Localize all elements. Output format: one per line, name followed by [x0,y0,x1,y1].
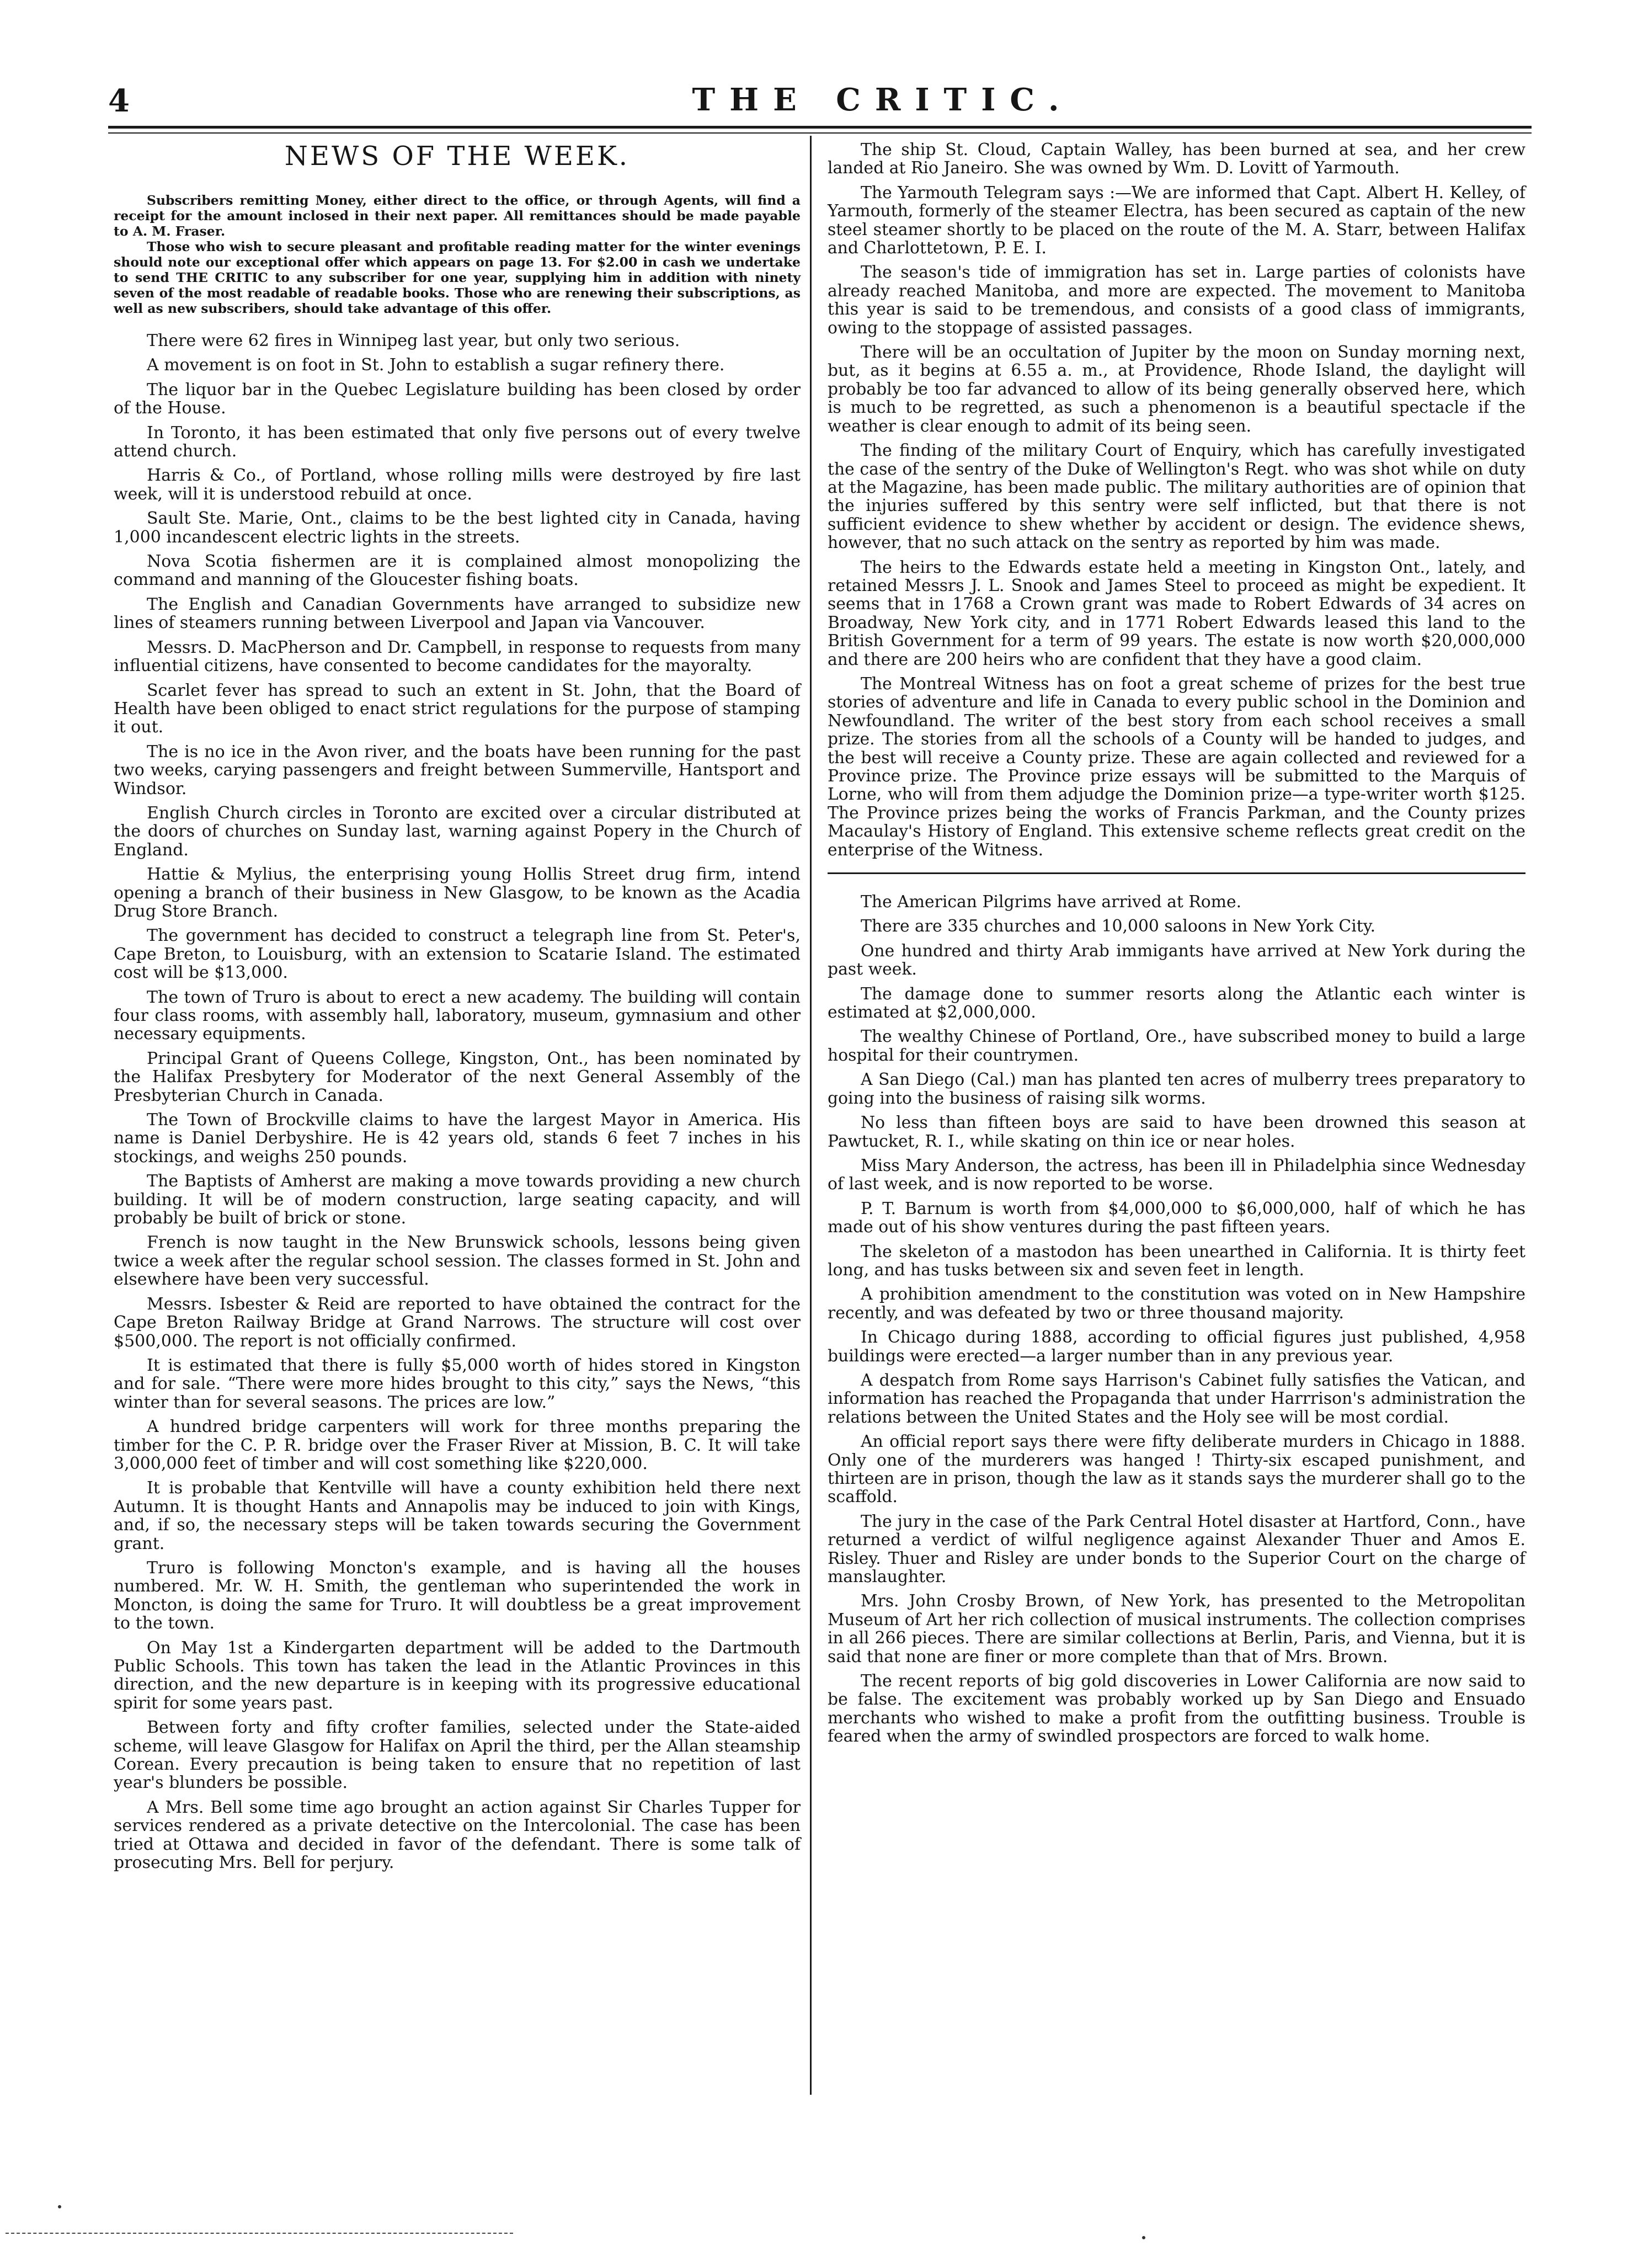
news-item: French is now taught in the New Brunswick schools, lessons being given twice a week after the regular school session. The classes formed in St. John and elsewhere have been very successful. [114,1233,801,1290]
header-rule-thin [108,132,1532,134]
subscriber-notice [114,193,801,316]
news-item: The jury in the case of the Park Central Hotel disaster at Hartford, Conn., have returned a verdict of wilful negligence against Alexander Thuer and Amos E. Risley. Thuer and Risley are under bonds to the Superior Court on the charge of manslaughter. [828,1511,1525,1587]
masthead: THE CRITIC. [692,82,1074,118]
news-item: It is estimated that there is fully $5,000 worth of hides stored in Kingston and for sale. “There were more hides brought to this city,” says the News, “this winter than for several seasons. The prices are low.” [114,1355,801,1412]
news-item: The American Pilgrims have arrived at Rome. [861,892,1242,912]
speck-mark [1142,2236,1145,2239]
bottom-dash-rule [6,2233,513,2234]
section-divider [828,872,1525,874]
news-item: Between forty and fifty crofter families, selected under the State-aided scheme, will leave Glasgow for Halifax on April the third, per the Allan steamship Corean. Every precaution is being taken to ensure that no repetition of last year's blunders be possible. [114,1718,801,1793]
news-item: There were 62 fires in Winnipeg last year, but only two serious. [147,331,680,350]
news-item: Mrs. John Crosby Brown, of New York, has presented to the Metropolitan Museum of Art her rich collection of musical instruments. The collection comprises in all 266 pieces. There are similar collections at Berlin, Paris, and Vienna, but it is said that none are finer or more complete than that of Mrs. Brown. [828,1591,1525,1667]
news-item: The season's tide of immigration has set in. Large parties of colonists have already reached Manitoba, and more are expected. The movement to Manitoba this year is said to be tremendous, and consists of a good class of immigrants, owing to the stoppage of assisted passages. [828,263,1525,338]
news-item: Principal Grant of Queens College, Kingston, Ont., has been nominated by the Halifax Presbytery for Moderator of the next General Assembly of the Presbyterian Church in Canada. [114,1048,801,1105]
news-item: A despatch from Rome says Harrison's Cabinet fully satisfies the Vatican, and information has reached the Propaganda that under Harrrison's administration the relations between the United States and the Holy see will be most cordial. [828,1370,1525,1427]
news-item: P. T. Barnum is worth from $4,000,000 to $6,000,000, half of which he has made out of his show ventures during the past fifteen years. [828,1199,1525,1237]
news-item: An official report says there were fifty deliberate murders in Chicago in 1888. Only one of the murderers was hanged ! Thirty-six escaped punishment, and thirteen are in prison, though the law as it stands says the murderer shall go to the scaffold. [828,1432,1525,1507]
news-item: The Yarmouth Telegram says :—We are informed that Capt. Albert H. Kelley, of Yarmouth, formerly of the steamer Electra, has been secured as captain of the new steel steamer shortly to be placed on the route of the M. A. Starr, between Halifax and Charlottetown, P. E. I. [828,183,1525,258]
news-item: In Chicago during 1888, according to official figures just published, 4,958 buildings were erected—a larger number than in any previous year. [828,1328,1525,1366]
page-number: 4 [108,83,130,119]
news-item: The Baptists of Amherst are making a move towards providing a new church building. It will be of modern construction, large seating capacity, and will probably be built of brick or stone. [114,1172,801,1228]
news-item: The liquor bar in the Quebec Legislature building has been closed by order of the House. [114,380,801,418]
news-item: The government has decided to construct a telegraph line from St. Peter's, Cape Breton, to Louisburg, with an extension to Scatarie Island. The estimated cost will be $13,000. [114,926,801,983]
right-column [828,141,1525,1752]
news-item: The wealthy Chinese of Portland, Ore., have subscribed money to build a large hospital for their countrymen. [828,1027,1525,1065]
news-item: The heirs to the Edwards estate held a meeting in Kingston Ont., lately, and retained Messrs J. L. Snook and James Steel to proceed as might be expedient. It seems that in 1768 a Crown grant was made to Robert Edwards of 34 acres on Broadway, New York city, and in 1771 Robert Edwards leased this land to the British Government for a term of 99 years. The estate is now worth $20,000,000 and there are 200 heirs who are confident that they have a good claim. [828,557,1525,669]
left-news-list [114,332,801,1872]
news-item: There are 335 churches and 10,000 saloons in New York City. [861,917,1376,936]
news-item: A San Diego (Cal.) man has planted ten acres of mulberry trees preparatory to going into the business of raising silk worms. [828,1070,1525,1108]
news-item: The Town of Brockville claims to have the largest Mayor in America. His name is Daniel Derbyshire. He is 42 years old, stands 6 feet 7 inches in his stockings, and weighs 250 pounds. [114,1110,801,1167]
news-item: Sault Ste. Marie, Ont., claims to be the best lighted city in Canada, having 1,000 incandescent electric lights in the streets. [114,509,801,547]
news-item: The English and Canadian Governments have arranged to subsidize new lines of steamers running between Liverpool and Japan via Vancouver. [114,594,801,633]
news-item: The ship St. Cloud, Captain Walley, has been burned at sea, and her crew landed at Rio Janeiro. She was owned by Wm. D. Lovitt of Yarmouth. [828,140,1525,178]
news-item: The finding of the military Court of Enquiry, which has carefully investigated the case of the sentry of the Duke of Wellington's Regt. who was shot while on duty at the Magazine, has been made public. The military authorities are of opinion that the injuries suffered by this sentry were self inflicted, but that there is not sufficient evidence to shew whether by accident or design. The evidence shews, however, that no such attack on the sentry as reported by him was made. [828,441,1525,553]
news-item: A prohibition amendment to the constitution was voted on in New Hampshire recently, and was defeated by two or three thousand majority. [828,1285,1525,1323]
page-bottom-marks [0,2174,1627,2268]
news-item: Hattie & Mylius, the enterprising young Hollis Street drug firm, intend opening a branch of their business in New Glasgow, to be known as the Acadia Drug Store Branch. [114,865,801,921]
news-item: The damage done to summer resorts along the Atlantic each winter is estimated at $2,000,000. [828,984,1525,1023]
news-item: Truro is following Moncton's example, and is having all the houses numbered. Mr. W. H. Smith, the gentleman who superintended the work in Moncton, is doing the same for Truro. It will doubtless be a great improvement to the town. [114,1558,801,1633]
news-item: The skeleton of a mastodon has been unearthed in California. It is thirty feet long, and has tusks between six and seven feet in length. [828,1242,1525,1280]
column-divider [810,136,812,2095]
news-item: The is no ice in the Avon river, and the boats have been running for the past two weeks, carying passengers and freight between Summerville, Hantsport and Windsor. [114,742,801,798]
news-item: In Toronto, it has been estimated that only five persons out of every twelve attend church. [114,423,801,461]
header-rule [108,126,1532,129]
section-title: NEWS OF THE WEEK. [284,141,630,172]
news-item: On May 1st a Kindergarten department will be added to the Dartmouth Public Schools. This town has taken the lead in the Atlantic Provinces in this direction, and the new departure is in keeping with its progressive educational spirit for some years past. [114,1638,801,1713]
news-item: One hundred and thirty Arab immigants have arrived at New York during the past week. [828,941,1525,979]
notice-paragraph: Subscribers remitting Money, either direct to the office, or through Agents, will find a receipt for the amount inclosed in their next paper. All remittances should be made payable to A. M. Fraser. [114,193,801,239]
news-item: Miss Mary Anderson, the actress, has been ill in Philadelphia since Wednesday of last week, and is now reported to be worse. [828,1156,1525,1194]
news-item: It is probable that Kentville will have a county exhibition held there next Autumn. It is thought Hants and Annapolis may be induced to join with Kings, and, if so, the necessary steps will be taken towards securing the Government grant. [114,1478,801,1553]
news-item: A hundred bridge carpenters will work for three months preparing the timber for the C. P. R. bridge over the Fraser River at Mission, B. C. It will take 3,000,000 feet of timber and will cost something like $220,000. [114,1417,801,1473]
news-item: There will be an occultation of Jupiter by the moon on Sunday morning next, but, as it begins at 6.55 a. m., at Providence, Rhode Island, the daylight will probably be too far advanced to allow of its being generally observed here, which is much to be regretted, as such a phenomenon is a beautiful spectacle if the weather is clear enough to admit of its being seen. [828,343,1525,436]
news-item: The town of Truro is about to erect a new academy. The building will contain four class rooms, with assembly hall, laboratory, museum, gymnasium and other necessary equipments. [114,987,801,1044]
right-news-list-top [828,141,1525,859]
news-item: Messrs. Isbester & Reid are reported to have obtained the contract for the Cape Breton Railway Bridge at Grand Narrows. The structure will cost over $500,000. The report is not officially confirmed. [114,1294,801,1351]
news-item: Nova Scotia fishermen are it is complained almost monopolizing the command and manning of the Gloucester fishing boats. [114,552,801,590]
news-item: The recent reports of big gold discoveries in Lower California are now said to be false. The excitement was probably worked up by San Diego and Ensuado merchants who wished to make a profit from the outfitting business. Trouble is feared when the army of swindled prospectors are forced to walk home. [828,1671,1525,1747]
news-item: A Mrs. Bell some time ago brought an action against Sir Charles Tupper for services rendered as a private detective on the Intercolonial. The case has been tried at Ottawa and decided in favor of the defendant. There is some talk of prosecuting Mrs. Bell for perjury. [114,1797,801,1873]
news-item: Harris & Co., of Portland, whose rolling mills were destroyed by fire last week, will it is understood rebuild at once. [114,466,801,504]
news-item: The Montreal Witness has on foot a great scheme of prizes for the best true stories of adventure and life in Canada to every public school in the Dominion and Newfoundland. The writer of the best story from each school receives a small prize. The stories from all the schools of a County will be handed to judges, and the best will receive a County prize. These are again collected and reviewed for a Province prize. The Province prize essays will be submitted to the Marquis of Lorne, who will from them adjudge the Dominion prize—a type-writer worth $125. The Province prizes being the works of Francis Parkman, and the County prizes Macaulay's History of England. This extensive scheme reflects great credit on the enterprise of the Witness. [828,674,1525,860]
news-item: A movement is on foot in St. John to establish a sugar refinery there. [147,355,725,375]
speck-mark [58,2205,61,2208]
right-news-list-bottom [828,893,1525,1746]
news-item: No less than fifteen boys are said to have been drowned this season at Pawtucket, R. I., while skating on thin ice or near holes. [828,1113,1525,1151]
left-column [114,141,801,1878]
notice-paragraph: Those who wish to secure pleasant and profitable reading matter for the winter evenings should note our exceptional offer which appears on page 13. For $2.00 in cash we undertake to send THE CRITIC to any subscriber for one year, supplying him in addition with ninety seven of the most readable of readable books. Those who are renewing their subscriptions, as well as new subscribers, should take advantage of this offer. [114,239,801,316]
news-item: English Church circles in Toronto are excited over a circular distributed at the doors of churches on Sunday last, warning against Popery in the Church of England. [114,803,801,860]
news-item: Messrs. D. MacPherson and Dr. Campbell, in response to requests from many influential citizens, have consented to become candidates for the mayoralty. [114,637,801,676]
news-item: Scarlet fever has spread to such an extent in St. John, that the Board of Health have been obliged to enact strict regulations for the purpose of stamping it out. [114,680,801,737]
